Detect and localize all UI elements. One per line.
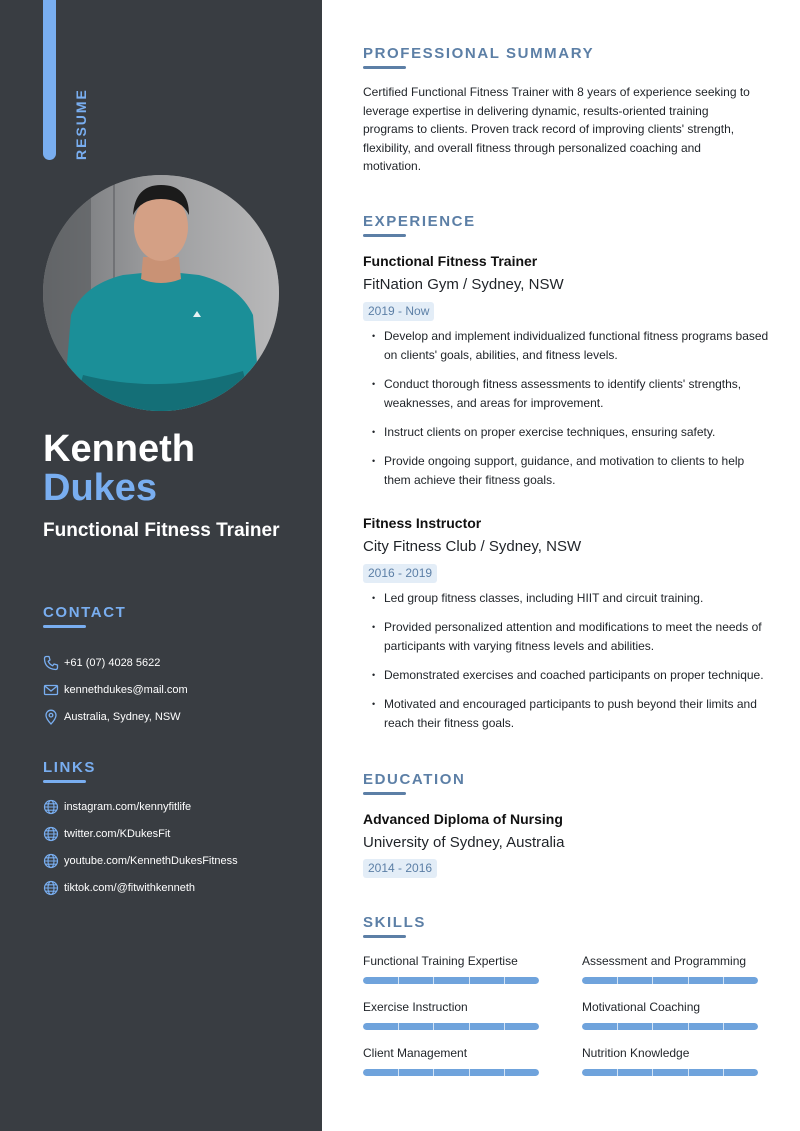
education-heading: EDUCATION (363, 771, 466, 788)
job-1-bullet: • Instruct clients on proper exercise techniques, ensuring safety. (372, 423, 772, 442)
job-2-title: Fitness Instructor (363, 515, 482, 531)
skill-bar-segment-divider (398, 1069, 399, 1076)
job-1-place: FitNation Gym / Sydney, NSW (363, 276, 564, 293)
globe-icon (43, 826, 59, 842)
link-twitter-text: twitter.com/KDukesFit (64, 827, 171, 840)
skill-bar-segment-divider (433, 977, 434, 984)
contact-heading-underline (43, 625, 86, 628)
contact-list (43, 649, 313, 730)
phone-icon (43, 655, 59, 671)
skill-bar-segment-divider (504, 1069, 505, 1076)
skill-bar (363, 1069, 539, 1076)
job-1-bullet: • Develop and implement individualized functional fitness programs based on clients' goals, abilities, and fitness levels. (372, 327, 772, 365)
skill-item (582, 954, 758, 984)
skill-bar-segment-divider (433, 1069, 434, 1076)
links-list (43, 793, 313, 901)
skills-heading-underline (363, 935, 406, 938)
contact-phone[interactable] (43, 649, 313, 676)
profile-photo (43, 175, 279, 411)
globe-icon (43, 880, 59, 896)
links-heading: LINKS (43, 759, 96, 776)
skill-bar-segment-divider (723, 1069, 724, 1076)
skill-bar-segment-divider (723, 977, 724, 984)
skill-bar-segment-divider (688, 1069, 689, 1076)
skills-heading: SKILLS (363, 914, 426, 931)
contact-heading: CONTACT (43, 604, 127, 621)
skill-bar-fill (363, 977, 539, 984)
skill-bar-segment-divider (469, 1023, 470, 1030)
contact-location (43, 703, 313, 730)
summary-heading-underline (363, 66, 406, 69)
skill-bar-segment-divider (617, 1069, 618, 1076)
job-1-bullet: • Provide ongoing support, guidance, and motivation to clients to help them achieve their fitness goals. (372, 452, 772, 490)
skill-bar-segment-divider (617, 977, 618, 984)
globe-icon (43, 799, 59, 815)
resume-label: RESUME (73, 88, 89, 160)
links-heading-underline (43, 780, 86, 783)
profile-photo-illustration (43, 175, 279, 411)
link-youtube-text: youtube.com/KennethDukesFitness (64, 854, 238, 867)
contact-phone-text: +61 (07) 4028 5622 (64, 656, 161, 669)
skill-bar (363, 1023, 539, 1030)
skill-bar-segment-divider (433, 1023, 434, 1030)
contact-email[interactable] (43, 676, 313, 703)
job-2-bullet: • Provided personalized attention and modifications to meet the needs of participants with varying fitness levels and abilities. (372, 618, 772, 656)
skill-bar-segment-divider (469, 1069, 470, 1076)
skill-bar-fill (363, 1069, 539, 1076)
first-name: Kenneth (43, 428, 195, 470)
job-1-dates: 2019 - Now (363, 302, 434, 321)
skill-bar-fill (363, 1023, 539, 1030)
mail-icon (43, 682, 59, 698)
job-2-place: City Fitness Club / Sydney, NSW (363, 538, 582, 555)
skill-bar-segment-divider (652, 1069, 653, 1076)
education-degree: Advanced Diploma of Nursing (363, 811, 563, 827)
summary-text: Certified Functional Fitness Trainer with 8 years of experience seeking to leverage expertise in delivering dynamic, results-oriented training programs to clients. Proven track record of improving clients' strength, flexibility, and overall fitness through personalized coaching and motivation. (363, 85, 750, 174)
skill-bar-segment-divider (398, 1023, 399, 1030)
job-2-bullets (372, 589, 772, 743)
skill-bar-segment-divider (652, 977, 653, 984)
education-heading-underline (363, 792, 406, 795)
last-name: Dukes (43, 467, 158, 509)
skill-item (363, 954, 539, 984)
sidebar (0, 0, 322, 1131)
skill-bar-fill (582, 1023, 758, 1030)
full-name (43, 430, 195, 508)
skill-bar-fill (582, 977, 758, 984)
contact-location-text: Australia, Sydney, NSW (64, 710, 181, 723)
experience-heading: EXPERIENCE (363, 213, 476, 230)
skill-bar-segment-divider (723, 1023, 724, 1030)
link-instagram[interactable] (43, 793, 313, 820)
skill-bar-segment-divider (469, 977, 470, 984)
job-1-bullets (372, 327, 772, 500)
skill-label: Functional Training Expertise (363, 954, 518, 968)
job-1-title: Functional Fitness Trainer (363, 253, 538, 269)
skill-item (582, 1046, 758, 1076)
skill-label: Client Management (363, 1046, 468, 1060)
contact-email-text: kennethdukes@mail.com (64, 683, 188, 696)
skill-bar-segment-divider (688, 977, 689, 984)
link-twitter[interactable] (43, 820, 313, 847)
education-dates: 2014 - 2016 (363, 859, 437, 878)
location-icon (43, 709, 59, 725)
skill-bar (582, 1069, 758, 1076)
experience-heading-underline (363, 234, 406, 237)
skill-item (363, 1000, 539, 1030)
globe-icon (43, 853, 59, 869)
skill-item (582, 1000, 758, 1030)
skill-bar-segment-divider (398, 977, 399, 984)
skill-bar-segment-divider (504, 977, 505, 984)
skill-item (363, 1046, 539, 1076)
skill-bar-segment-divider (688, 1023, 689, 1030)
skill-bar-fill (582, 1069, 758, 1076)
job-role: Functional Fitness Trainer (43, 520, 280, 541)
skill-bar (363, 977, 539, 984)
skill-bar (582, 977, 758, 984)
link-tiktok-text: tiktok.com/@fitwithkenneth (64, 881, 195, 894)
skill-label: Motivational Coaching (582, 1000, 701, 1014)
skill-label: Exercise Instruction (363, 1000, 468, 1014)
skill-label: Assessment and Programming (582, 954, 747, 968)
job-1-bullet: • Conduct thorough fitness assessments to identify clients' strengths, weaknesses, and areas for improvement. (372, 375, 772, 413)
education-school: University of Sydney, Australia (363, 834, 565, 851)
job-2-dates: 2016 - 2019 (363, 564, 437, 583)
skill-bar (582, 1023, 758, 1030)
skill-bar-segment-divider (617, 1023, 618, 1030)
link-tiktok[interactable] (43, 874, 313, 901)
job-2-bullet: • Motivated and encouraged participants to push beyond their limits and reach their fitness goals. (372, 695, 772, 733)
summary-heading: PROFESSIONAL SUMMARY (363, 45, 595, 62)
link-instagram-text: instagram.com/kennyfitlife (64, 800, 192, 813)
job-2-bullet: • Demonstrated exercises and coached participants on proper technique. (372, 666, 772, 685)
link-youtube[interactable] (43, 847, 313, 874)
skill-bar-segment-divider (652, 1023, 653, 1030)
skill-bar-segment-divider (504, 1023, 505, 1030)
skill-label: Nutrition Knowledge (582, 1046, 690, 1060)
resume-accent-bar (43, 0, 56, 160)
job-2-bullet: • Led group fitness classes, including HIIT and circuit training. (372, 589, 772, 608)
